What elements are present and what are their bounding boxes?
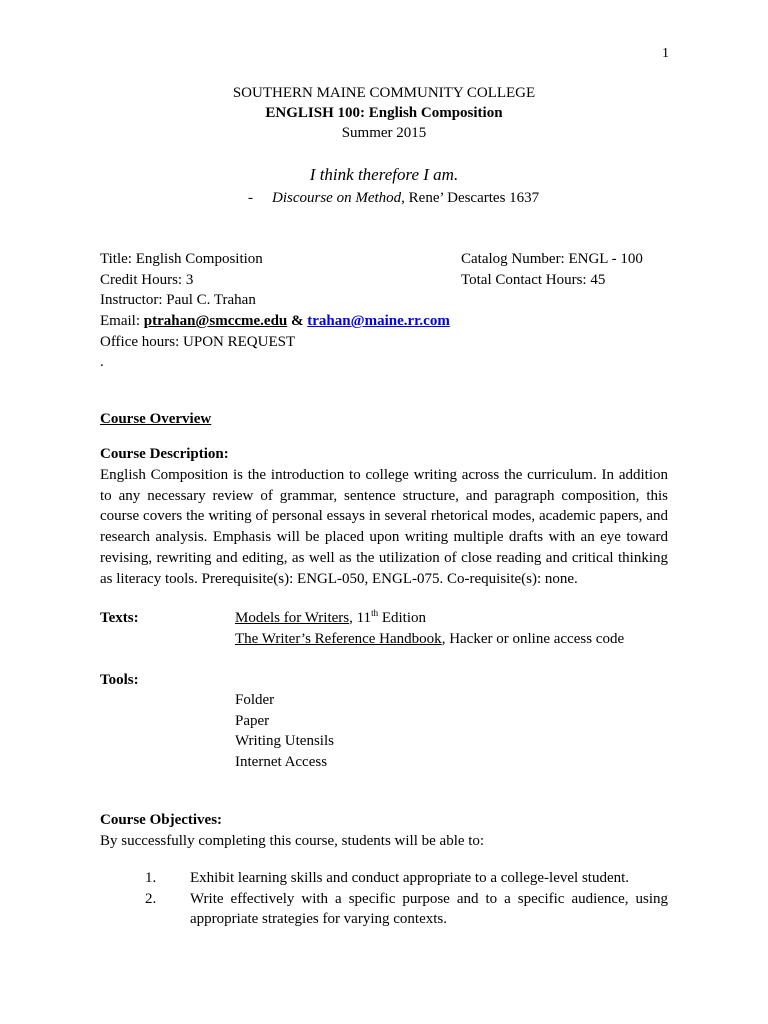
objective-item	[145, 889, 668, 930]
office-hours: Office hours: UPON REQUEST	[100, 333, 296, 350]
objective-number: 2.	[145, 890, 157, 907]
contact-hours: Total Contact Hours: 45	[461, 271, 606, 288]
texts-list	[235, 608, 624, 649]
email-separator: &	[287, 313, 308, 330]
epigraph-source-title: Discourse on Method	[272, 190, 402, 206]
course-description-heading: Course Description:	[100, 446, 229, 462]
course-overview-heading: Course Overview	[100, 411, 212, 427]
course-description	[100, 465, 668, 589]
college-name: SOUTHERN MAINE COMMUNITY COLLEGE	[232, 85, 536, 101]
course-name: ENGLISH 100: English Composition	[265, 105, 503, 121]
page-number: 1	[662, 46, 669, 61]
course-info-right	[461, 249, 643, 290]
course-objectives-heading: Course Objectives:	[100, 812, 223, 828]
text-item-2-title: The Writer’s Reference Handbook	[235, 630, 442, 647]
course-objectives-intro: By successfully completing this course, students will be able to:	[100, 833, 485, 849]
text-item-1-sup: th	[371, 608, 379, 618]
course-description-text: English Composition is the introduction to college writing across the curriculum. In addition to any necessary review of grammar, sentence structure, and paragraph composition, this course covers the writing of personal essays in several rhetorical modes, academic papers, and research analysis. Emphasis will be placed upon writing multiple drafts with an eye toward revising, rewriting and editing, as well as the utilization of close reading and critical thinking as literacy tools. Prerequisite(s): ENGL-050, ENGL-075. Co-requisite(s): none.	[100, 467, 668, 587]
list-item: Paper	[235, 712, 270, 729]
list-item: Internet Access	[235, 754, 328, 771]
epigraph-dash: -	[248, 190, 253, 206]
texts-label: Texts:	[100, 610, 139, 626]
list-item: Writing Utensils	[235, 733, 334, 750]
epigraph-source	[248, 188, 539, 209]
course-term: Summer 2015	[341, 125, 427, 141]
tools-list	[235, 690, 334, 773]
tools-label: Tools:	[100, 672, 139, 688]
list-item: Folder	[235, 692, 275, 708]
text-item-2	[235, 629, 624, 650]
text-item-2-rest: , Hacker or online access code	[441, 630, 625, 647]
stray-period: .	[100, 354, 104, 371]
objective-text: Write effectively with a specific purpose and to a specific audience, using appropriate strategies for varying contexts.	[190, 890, 668, 928]
email-label: Email:	[100, 313, 144, 330]
document-header	[100, 83, 668, 143]
email-row	[100, 311, 450, 332]
text-item-1-edition-num: , 11	[349, 610, 372, 626]
objective-text: Exhibit learning skills and conduct appropriate to a college-level student.	[190, 870, 630, 886]
catalog-number: Catalog Number: ENGL - 100	[461, 251, 643, 267]
course-info-left	[100, 249, 450, 373]
epigraph-source-author: , Rene’ Descartes 1637	[401, 190, 540, 206]
course-title: Title: English Composition	[100, 251, 263, 267]
email-primary[interactable]: ptrahan@smccme.edu	[143, 313, 288, 330]
text-item-1-edition: Edition	[378, 610, 426, 626]
email-secondary-link[interactable]: trahan@maine.rr.com	[307, 313, 450, 330]
text-item-1-title: Models for Writers	[235, 610, 350, 626]
instructor: Instructor: Paul C. Trahan	[100, 292, 256, 309]
objectives-list	[145, 868, 668, 930]
text-item-1	[235, 608, 624, 629]
objective-number: 1.	[145, 870, 157, 886]
credit-hours: Credit Hours: 3	[100, 271, 194, 288]
objective-item	[145, 868, 668, 889]
epigraph-quote: I think therefore I am.	[309, 165, 459, 184]
